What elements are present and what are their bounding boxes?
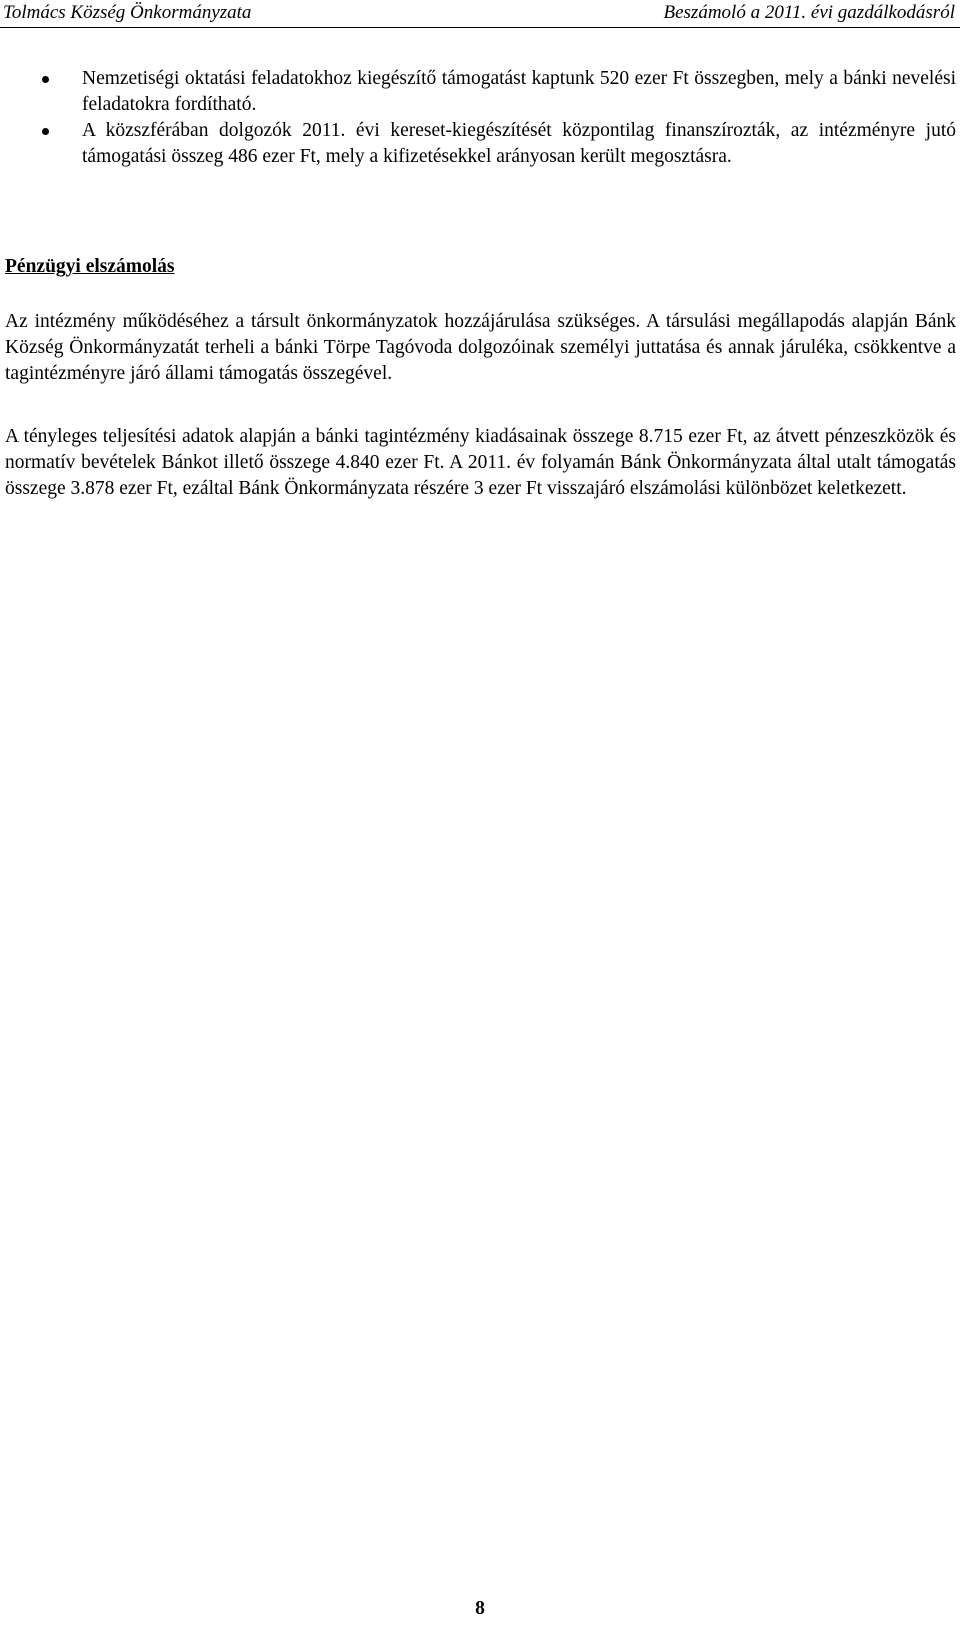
bullet-icon — [42, 128, 49, 135]
list-item — [82, 118, 956, 170]
bullet-icon — [42, 76, 49, 83]
list-item — [82, 66, 956, 118]
list-item-text: A közszférában dolgozók 2011. évi kereset-kiegészítését központilag finanszírozták, az intézményre jutó támogatási összeg 486 ezer Ft, mely a kifizetésekkel arányosan került megosztásra. — [82, 120, 956, 167]
paragraph-settlement: A tényleges teljesítési adatok alapján a bánki tagintézmény kiadásainak összege 8.715 ezer Ft, az átvett pénzeszközök és normatív bevételek Bánkot illető összege 4.840 ezer Ft. A 2011. év folyamán Bánk Önkormányzata által utalt támogatás összege 3.878 ezer Ft, ezáltal Bánk Önkormányzata részére 3 ezer Ft visszajáró elszámolási különbözet keletkezett. — [5, 426, 956, 499]
bullet-list — [82, 66, 956, 170]
header-organization: Tolmács Község Önkormányzata — [3, 2, 252, 23]
page-header — [0, 0, 960, 28]
list-item-text: Nemzetiségi oktatási feladatokhoz kiegészítő támogatást kaptunk 520 ezer Ft összegben, mely a bánki nevelési feladatokra fordítható. — [82, 68, 956, 115]
paragraph-funding: Az intézmény működéséhez a társult önkormányzatok hozzájárulása szükséges. A társulási megállapodás alapján Bánk Község Önkormányzatát terheli a bánki Törpe Tagóvoda dolgozóinak személyi juttatása és annak járuléka, csökkentve a tagintézményre járó állami támogatás összegével. — [5, 311, 956, 384]
page-number: 8 — [475, 1598, 485, 1619]
section-heading: Pénzügyi elszámolás — [5, 256, 175, 277]
header-report-title: Beszámoló a 2011. évi gazdálkodásról — [663, 2, 955, 23]
